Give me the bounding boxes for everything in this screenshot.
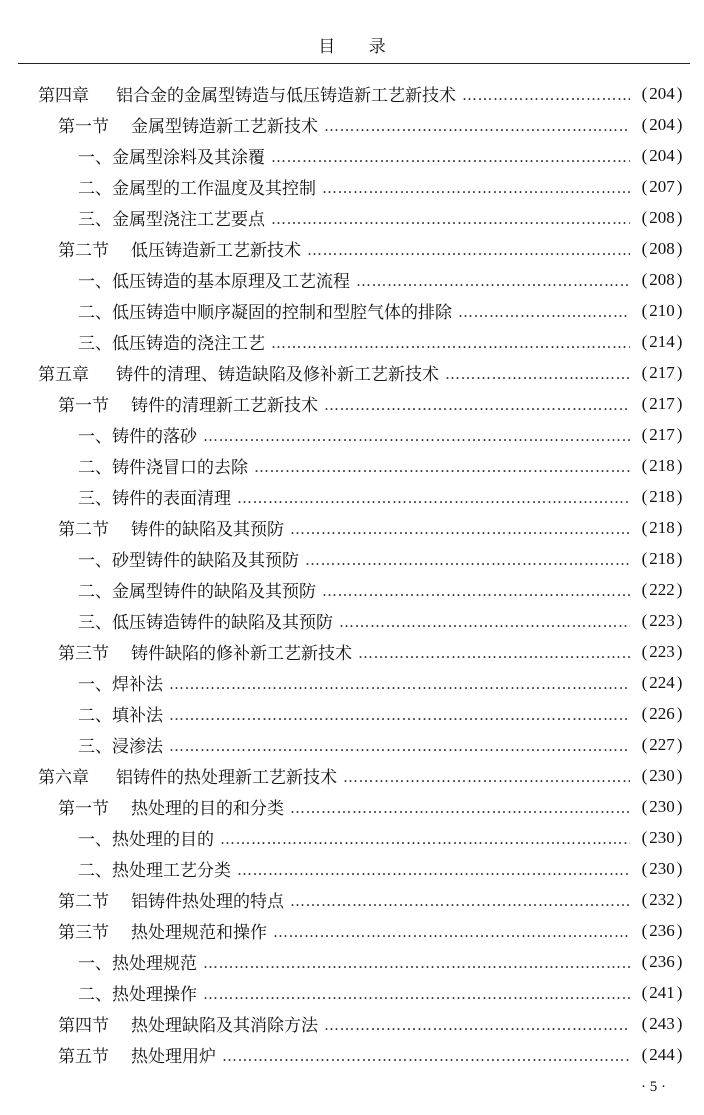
entry-title: 二、金属型铸件的缺陷及其预防 [78,582,316,602]
page-ref: ( 218 ) [641,548,683,568]
leader-dots [169,737,630,755]
leader-dots [324,117,630,135]
toc-entry-item[interactable] [78,140,690,171]
toc-entry-item[interactable] [78,543,690,574]
toc-entry-section[interactable] [58,109,690,140]
page-ref: ( 244 ) [641,1044,683,1064]
entry-title: 一、热处理规范 [78,954,197,974]
entry-title: 二、低压铸造中顺序凝固的控制和型腔气体的排除 [78,303,452,323]
page-ref-number: 208 [649,269,675,289]
page-ref-number: 204 [649,114,675,134]
toc-entry-item[interactable] [78,264,690,295]
toc-entry-label [58,1011,318,1036]
toc-entry-label [78,298,452,323]
toc-entry-item[interactable] [78,326,690,357]
page-ref: ( 230 ) [641,796,683,816]
toc-entry-label [58,918,267,943]
page-ref: ( 208 ) [641,238,683,258]
toc-entry-label [58,515,284,540]
toc-entry-item[interactable] [78,171,690,202]
toc-entry-item[interactable] [78,450,690,481]
page-title: 目 录 [318,37,400,57]
page-ref: ( 222 ) [641,579,683,599]
entry-title: 二、热处理工艺分类 [78,861,231,881]
toc-entry-chapter[interactable] [38,760,690,791]
toc-entry-label [58,391,318,416]
leader-dots [322,179,630,197]
entry-title: 铸件的清理新工艺新技术 [131,396,318,416]
page-ref: ( 223 ) [641,610,683,630]
entry-title: 低压铸造新工艺新技术 [131,241,301,261]
toc-entry-section[interactable] [58,915,690,946]
entry-title: 热处理用炉 [131,1047,216,1067]
entry-title: 二、热处理操作 [78,985,197,1005]
toc-entry-section[interactable] [58,884,690,915]
leader-dots [358,644,630,662]
page-ref-number: 227 [649,734,675,754]
entry-title: 金属型铸造新工艺新技术 [131,117,318,137]
page-ref-number: 222 [649,579,675,599]
page-ref: ( 236 ) [641,951,683,971]
entry-title: 铸件缺陷的修补新工艺新技术 [131,644,352,664]
leader-dots [237,861,630,879]
page-ref: ( 217 ) [641,393,683,413]
page-ref: ( 207 ) [641,176,683,196]
page-ref: ( 218 ) [641,517,683,537]
toc-entry-item[interactable] [78,977,690,1008]
entry-title: 一、低压铸造的基本原理及工艺流程 [78,272,350,292]
page-ref: ( 230 ) [641,765,683,785]
leader-dots [324,1016,630,1034]
toc-entry-label [78,484,231,509]
page-ref-number: 230 [649,765,675,785]
page-ref: ( 217 ) [641,362,683,382]
page-ref-number: 223 [649,610,675,630]
entry-title: 热处理缺陷及其消除方法 [131,1016,318,1036]
page-ref-number: 217 [649,424,675,444]
leader-dots [324,396,630,414]
page-ref-number: 210 [649,300,675,320]
page-ref-number: 218 [649,455,675,475]
page-ref: ( 208 ) [641,269,683,289]
page-ref-number: 230 [649,858,675,878]
entry-title: 铝铸件热处理的特点 [131,892,284,912]
page-ref-number: 230 [649,796,675,816]
page-ref-number: 226 [649,703,675,723]
leader-dots [356,272,630,290]
toc-entry-section[interactable] [58,1039,690,1070]
toc-entry-label [78,453,248,478]
page-ref-number: 214 [649,331,675,351]
page-ref: ( 208 ) [641,207,683,227]
leader-dots [305,551,630,569]
entry-title: 铸件的缺陷及其预防 [131,520,284,540]
toc-entry-item[interactable] [78,295,690,326]
page-ref-number: 217 [649,393,675,413]
leader-dots [271,210,630,228]
entry-title: 二、金属型的工作温度及其控制 [78,179,316,199]
toc-entry-label [58,1042,216,1067]
toc-entry-label [78,825,214,850]
section-number: 第二节 [58,241,109,261]
toc-entry-label [38,81,456,106]
toc-entry-label [78,546,299,571]
leader-dots [203,985,630,1003]
page-ref-number: 207 [649,176,675,196]
page-ref: ( 210 ) [641,300,683,320]
leader-dots [290,799,630,817]
leader-dots [271,334,630,352]
entry-title: 三、浸渗法 [78,737,163,757]
toc-entry-label [38,763,337,788]
page-ref-number: 224 [649,672,675,692]
leader-dots [458,303,630,321]
page-ref: ( 226 ) [641,703,683,723]
leader-dots [290,892,630,910]
entry-title: 热处理的目的和分类 [131,799,284,819]
entry-title: 三、低压铸造的浇注工艺 [78,334,265,354]
page-ref: ( 227 ) [641,734,683,754]
leader-dots [290,520,630,538]
page-ref-number: 218 [649,486,675,506]
page-ref-number: 218 [649,517,675,537]
entry-title: 铸件的清理、铸造缺陷及修补新工艺新技术 [116,365,439,385]
toc-entry-label [78,267,350,292]
page-ref-number: 208 [649,238,675,258]
page-ref: ( 232 ) [641,889,683,909]
toc-entry-label [58,794,284,819]
section-number: 第四节 [58,1016,109,1036]
toc-entry-label [78,205,265,230]
leader-dots [322,582,630,600]
leader-dots [462,86,630,104]
entry-title: 三、低压铸造铸件的缺陷及其预防 [78,613,333,633]
chapter-number: 第六章 [38,768,89,788]
section-number: 第二节 [58,520,109,540]
toc-entry-item[interactable] [78,419,690,450]
page-ref-number: 241 [649,982,675,1002]
page-ref: ( 230 ) [641,827,683,847]
entry-title: 一、焊补法 [78,675,163,695]
toc-entry-item[interactable] [78,729,690,760]
page-ref-number: 208 [649,207,675,227]
leader-dots [343,768,630,786]
toc-entry-item[interactable] [78,202,690,233]
toc-entry-label [78,670,163,695]
section-number: 第三节 [58,644,109,664]
section-number: 第五节 [58,1047,109,1067]
header-rule [18,63,690,64]
toc-entry-item[interactable] [78,574,690,605]
page-ref: ( 243 ) [641,1013,683,1033]
page-ref-number: 244 [649,1044,675,1064]
toc-entry-item[interactable] [78,667,690,698]
toc-entry-section[interactable] [58,636,690,667]
section-number: 第一节 [58,117,109,137]
toc-entry-label [78,856,231,881]
entry-title: 二、填补法 [78,706,163,726]
toc-entry-label [78,608,333,633]
toc-entry-label [78,174,316,199]
page-ref-number: 236 [649,951,675,971]
toc-entry-label [78,980,197,1005]
leader-dots [237,489,630,507]
leader-dots [169,675,630,693]
entry-title: 三、金属型浇注工艺要点 [78,210,265,230]
toc-entry-section[interactable] [58,791,690,822]
toc-entry-label [78,577,316,602]
chapter-number: 第五章 [38,365,89,385]
page-ref-number: 232 [649,889,675,909]
leader-dots [339,613,630,631]
page-number: · 5 · [641,1079,666,1095]
leader-dots [169,706,630,724]
entry-title: 一、热处理的目的 [78,830,214,850]
toc-entry-section[interactable] [58,388,690,419]
toc-entry-label [58,887,284,912]
toc-entry-chapter[interactable] [38,78,690,109]
leader-dots [222,1047,630,1065]
page-ref: ( 204 ) [641,83,683,103]
section-number: 第三节 [58,923,109,943]
toc-entry-label [78,701,163,726]
page-ref: ( 204 ) [641,114,683,134]
leader-dots [307,241,630,259]
page-ref: ( 236 ) [641,920,683,940]
page-ref-number: 243 [649,1013,675,1033]
entry-title: 铝合金的金属型铸造与低压铸造新工艺新技术 [116,86,456,106]
section-number: 第二节 [58,892,109,912]
page-ref-number: 236 [649,920,675,940]
page-ref: ( 223 ) [641,641,683,661]
leader-dots [254,458,630,476]
entry-title: 一、铸件的落砂 [78,427,197,447]
toc-entry-item[interactable] [78,853,690,884]
page-ref-number: 218 [649,548,675,568]
page-ref-number: 204 [649,145,675,165]
toc-entry-item[interactable] [78,605,690,636]
entry-title: 热处理规范和操作 [131,923,267,943]
page-ref: ( 214 ) [641,331,683,351]
page-ref-number: 217 [649,362,675,382]
section-number: 第一节 [58,396,109,416]
toc-entry-item[interactable] [78,822,690,853]
toc-entry-label [78,949,197,974]
page-ref: ( 241 ) [641,982,683,1002]
leader-dots [445,365,630,383]
toc-entry-label [78,422,197,447]
page-ref-number: 223 [649,641,675,661]
section-number: 第一节 [58,799,109,819]
page-ref-number: 230 [649,827,675,847]
leader-dots [203,954,630,972]
toc-entry-section[interactable] [58,512,690,543]
page-ref: ( 218 ) [641,455,683,475]
toc-entry-item[interactable] [78,946,690,977]
entry-title: 二、铸件浇冒口的去除 [78,458,248,478]
page-ref: ( 217 ) [641,424,683,444]
toc-entry-chapter[interactable] [38,357,690,388]
toc-entry-label [78,143,265,168]
toc-entry-section[interactable] [58,233,690,264]
toc-entry-label [78,732,163,757]
entry-title: 铝铸件的热处理新工艺新技术 [116,768,337,788]
toc-entry-label [38,360,439,385]
page-ref: ( 224 ) [641,672,683,692]
toc-entry-label [58,112,318,137]
entry-title: 一、金属型涂料及其涂覆 [78,148,265,168]
toc-entry-label [78,329,265,354]
entry-title: 三、铸件的表面清理 [78,489,231,509]
leader-dots [220,830,630,848]
chapter-number: 第四章 [38,86,89,106]
leader-dots [273,923,630,941]
page-ref-number: 204 [649,83,675,103]
toc-entry-label [58,236,301,261]
page-ref: ( 230 ) [641,858,683,878]
page-ref: ( 218 ) [641,486,683,506]
leader-dots [271,148,630,166]
page-ref: ( 204 ) [641,145,683,165]
leader-dots [203,427,630,445]
toc-entry-section[interactable] [58,1008,690,1039]
entry-title: 一、砂型铸件的缺陷及其预防 [78,551,299,571]
toc-entry-label [58,639,352,664]
toc-entry-item[interactable] [78,481,690,512]
toc-entry-item[interactable] [78,698,690,729]
